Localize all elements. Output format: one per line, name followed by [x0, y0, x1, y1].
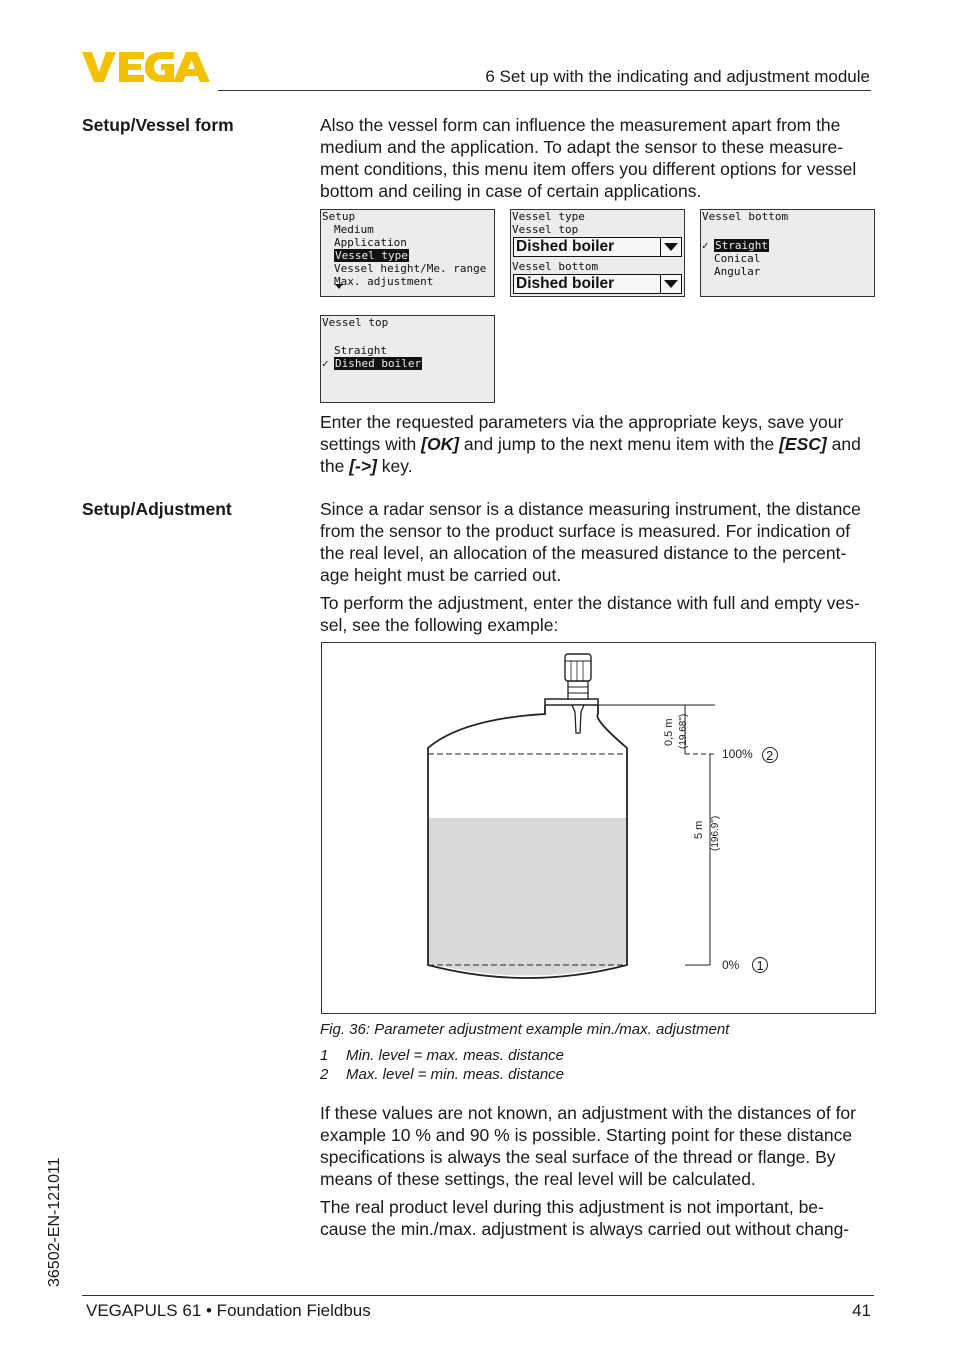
adjustment-paragraph-4: [320, 1196, 880, 1240]
text-run: the: [320, 456, 350, 476]
adjustment-figure: [321, 642, 876, 1014]
document-code: 36502-EN-121011: [46, 1157, 63, 1287]
liquid-fill: [428, 818, 627, 976]
selected-label: Straight: [715, 239, 768, 252]
sensor-head: [565, 654, 591, 681]
sensor-antenna: [572, 705, 584, 733]
lcd-title: Vessel type: [512, 210, 585, 223]
text-line: means of these settings, the real level will be calculated.: [320, 1169, 756, 1189]
vessel-form-paragraph: [320, 114, 880, 202]
text-line: [320, 455, 880, 477]
text-line: example 10 % and 90 % is possible. Starting point for these distance: [320, 1125, 853, 1145]
option: Straight: [334, 344, 387, 357]
scroll-down-icon: [335, 284, 343, 289]
marker-2-label: 2: [766, 748, 774, 763]
text-line: sel, see the following example:: [320, 615, 559, 635]
menu-item-selected: [334, 249, 409, 262]
vega-logo: [82, 50, 212, 84]
header-title: 6 Set up with the indicating and adjustment module: [485, 67, 870, 86]
text-line: the real level, an allocation of the measured distance to the percent-: [320, 543, 847, 563]
sensor-neck: [568, 681, 588, 699]
header-divider: [218, 90, 871, 91]
lcd-setup-menu: [320, 209, 495, 297]
check-icon: ✓: [702, 239, 709, 252]
legend-text: Min. level = max. meas. distance: [346, 1047, 565, 1064]
figure-caption: Fig. 36: Parameter adjustment example min./max. adjustment: [320, 1021, 730, 1038]
legend-text: Max. level = min. meas. distance: [346, 1066, 565, 1083]
check-icon: ✓: [322, 357, 329, 370]
text-run: key.: [376, 456, 413, 476]
adjustment-paragraph-1: [320, 498, 880, 586]
legend-number: 1: [320, 1047, 329, 1064]
dist-main-label: 5 m: [693, 820, 705, 839]
dropdown-value: Dished boiler: [516, 238, 615, 255]
menu-item: Application: [334, 236, 407, 249]
dropdown-arrow-icon: [660, 275, 681, 293]
selected-label: Vessel type: [335, 249, 408, 262]
lcd-vessel-bottom: [700, 209, 875, 297]
option: Angular: [714, 265, 761, 278]
enter-parameters-paragraph: [320, 411, 880, 477]
lcd-vessel-top: [320, 315, 495, 403]
dist-main-inch-label: (196.9"): [710, 815, 721, 851]
esc-key-label: [ESC]: [779, 434, 827, 454]
section-label-vessel-form: Setup/Vessel form: [82, 115, 234, 135]
text-line: specifications is always the seal surface of the thread or flange. By: [320, 1147, 836, 1167]
menu-item: Max. adjustment: [334, 275, 434, 288]
text-line: Also the vessel form can influence the measurement apart from the: [320, 115, 841, 135]
text-line: To perform the adjustment, enter the distance with full and empty ves-: [320, 593, 860, 613]
marker-1-label: 1: [756, 958, 764, 973]
text-line: If these values are not known, an adjustment with the distances of for: [320, 1103, 856, 1123]
vessel-diagram: [322, 643, 875, 1013]
lcd-title: Vessel bottom: [702, 210, 789, 223]
lcd-title: Setup: [322, 210, 356, 223]
adjustment-paragraph-2: [320, 592, 880, 636]
menu-item: Vessel height/Me. range: [334, 262, 487, 275]
section-label-adjustment: Setup/Adjustment: [82, 499, 232, 519]
dropdown-value: Dished boiler: [516, 275, 615, 292]
text-line: from the sensor to the product surface is measured. For indication of: [320, 521, 851, 541]
text-line: [320, 433, 880, 455]
text-line: medium and the application. To adapt the sensor to these measure-: [320, 137, 844, 157]
selected-label: Dished boiler: [335, 357, 422, 370]
field-label: Vessel top: [512, 223, 579, 236]
text-line: Since a radar sensor is a distance measuring instrument, the distance: [320, 499, 861, 519]
arrow-key-label: [->]: [349, 456, 377, 476]
text-line: The real product level during this adjustment is not important, be-: [320, 1197, 824, 1217]
menu-item: Medium: [334, 223, 374, 236]
text-line: Enter the requested parameters via the appropriate keys, save your: [320, 412, 844, 432]
option-selected: [714, 239, 769, 252]
text-run: settings with: [320, 434, 422, 454]
option-selected: [334, 357, 422, 370]
pct-max-label: 100%: [722, 747, 753, 761]
footer-divider: [82, 1295, 874, 1296]
lcd-title: Vessel top: [322, 316, 389, 329]
text-line: age height must be carried out.: [320, 565, 562, 585]
text-line: cause the min./max. adjustment is always carried out without chang-: [320, 1219, 850, 1239]
sensor-flange: [545, 699, 598, 705]
dropdown-arrow-icon: [660, 238, 681, 256]
dist-top-label: 0,5 m: [663, 718, 675, 746]
legend-number: 2: [320, 1066, 329, 1083]
pct-min-label: 0%: [722, 958, 740, 972]
field-label: Vessel bottom: [512, 260, 599, 273]
dist-top-inch-label: (19.68"): [678, 713, 689, 749]
lcd-vessel-type: [510, 209, 685, 297]
vessel-bottom-dropdown: [513, 274, 682, 294]
text-line: bottom and ceiling in case of certain applications.: [320, 181, 702, 201]
text-run: and jump to the next menu item with the: [459, 434, 780, 454]
vessel-top-dropdown: [513, 237, 682, 257]
adjustment-paragraph-3: [320, 1102, 880, 1190]
text-run: and: [826, 434, 861, 454]
footer-product: VEGAPULS 61 • Foundation Fieldbus: [86, 1301, 371, 1320]
page-number: 41: [852, 1301, 871, 1320]
option: Conical: [714, 252, 761, 265]
ok-key-label: [OK]: [421, 434, 460, 454]
text-line: ment conditions, this menu item offers you different options for vessel: [320, 159, 857, 179]
